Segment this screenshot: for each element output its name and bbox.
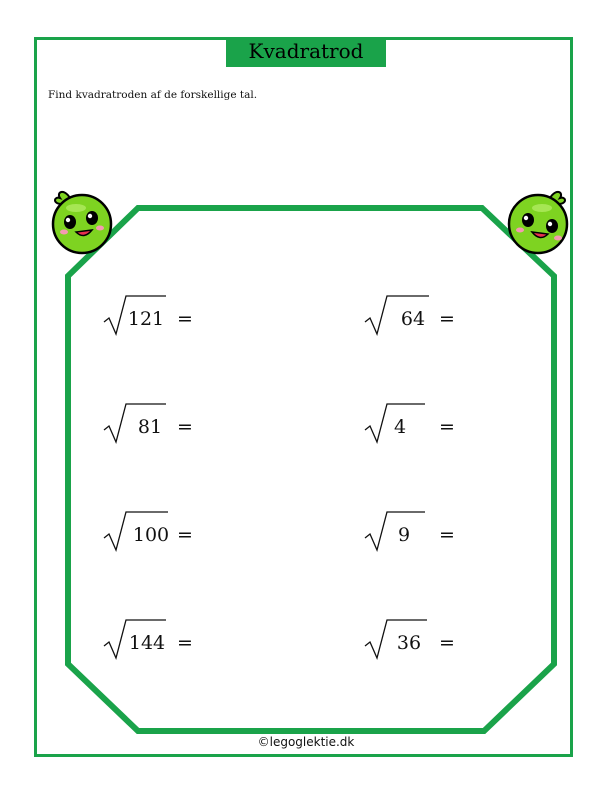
green-ball-mascot-icon: [48, 186, 118, 260]
equals-sign: =: [177, 308, 193, 330]
equals-sign: =: [439, 416, 455, 438]
radicand: 64: [400, 308, 426, 330]
radicand: 100: [132, 524, 170, 546]
radicand: 121: [127, 308, 165, 330]
equals-sign: =: [177, 524, 193, 546]
radicand: 9: [397, 524, 411, 546]
footer-copyright: ©legoglektie.dk: [257, 735, 355, 749]
problem-7: [102, 618, 212, 662]
problem-6: [363, 510, 473, 554]
green-ball-mascot-icon: [502, 186, 572, 260]
instruction-text: Find kvadratroden af de forskellige tal.: [48, 89, 258, 101]
equals-sign: =: [439, 524, 455, 546]
problem-2: [363, 294, 473, 338]
equals-sign: =: [439, 632, 455, 654]
equals-sign: =: [177, 416, 193, 438]
radicand: 4: [393, 416, 407, 438]
radicand: 144: [128, 632, 166, 654]
problem-4: [363, 402, 473, 446]
equals-sign: =: [177, 632, 193, 654]
radicand: 36: [396, 632, 422, 654]
problem-5: [102, 510, 212, 554]
problem-3: [102, 402, 212, 446]
equals-sign: =: [439, 308, 455, 330]
problem-8: [363, 618, 473, 662]
radicand: 81: [137, 416, 163, 438]
problem-1: [102, 294, 212, 338]
page-title: Kvadratrod: [226, 37, 386, 67]
